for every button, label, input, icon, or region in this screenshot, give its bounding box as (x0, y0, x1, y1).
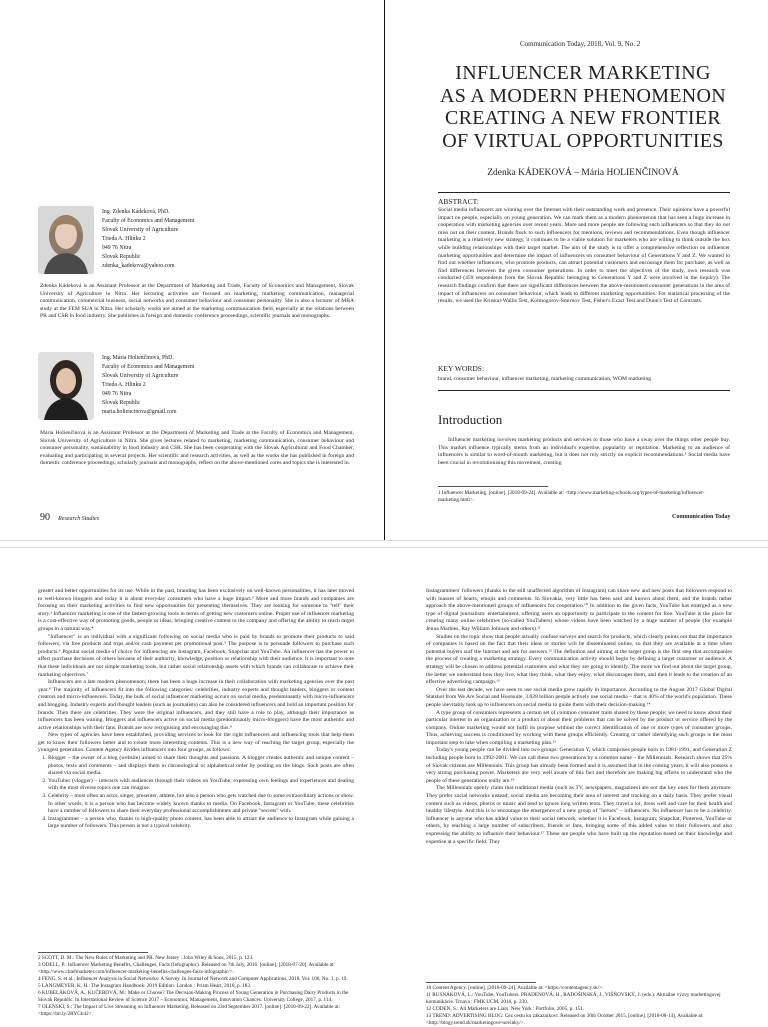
bottom-left-body (38, 588, 354, 831)
paragraph: Today's young people can be divided into two groups: Generation Y, which comprises people born in 1981-1991, and Generation Z including people born in 1992-2001. We can call these two generations by a common name – the Millennials. Research shows that 25% of Slovak citizens are Millennials. This group has already been formed and it is assumed that in the coming years, it will also possess a very strong purchasing power. Marketers are very well aware of this fact and therefore are making big efforts to understand who the people of these generations really are.¹⁶ (426, 747, 732, 784)
address-line: 949 76 Nitra (102, 245, 132, 251)
paragraph: Over the last decade, we have seen to use social media grow rapidly in importance. According to the August 2017 Global Digital Statshot from We Are Social and Hootsuite, 3.028 billion people actively use social media – that is 40% of the world's population. These people inevitably look up to influencers on social media to guide them with their decision-making.¹⁴ (426, 686, 732, 708)
paragraph: Influencer marketing involves marketing products and services to those who have a sway over the things other people buy. This market influence typically stems from an individual's expertise, popularity or reputation. Marketing to an audience of influencers is similar to word-of-mouth marketing, but it does not rely strictly on explicit recommendations.¹ Social media have been crucial in revolutionising this movement, creating (438, 437, 730, 466)
paragraph: Studies on the topic show that people actually confuse surveys and search for products, which clearly points out that the importance of companies is based on the fact that their ideas or stories will be disseminated online, so that they are available at a time when potential buyers surf the Internet and ask for answers.¹² The definition and aiming at the target group is the first step that accompanies the process of creating a marketing strategy. Every communication activity should begin by defining a target customer or audience. A strategy will be chosen to address potential customers and what they are going to identify. The more we find out about the target group, the better we understand how they live, what they think, what they enjoy, what discourages them, and then it leads to the creation of an effective advertising campaign.¹³ (426, 633, 732, 686)
bottom-right-footnotes (426, 985, 732, 1027)
right-page-footer: Communication Today (672, 514, 731, 520)
page-spine (384, 0, 385, 540)
address-line: Slovak Republic (102, 400, 141, 406)
footnote: 1 Influencer Marketing. [online]. [2018-09-24]. Available at: <http://www.marketing-schools.org/types-of-marketing/influencer-marketing.html>. (438, 490, 705, 503)
list-item: 2. YouTuber (vlogger) – interacts with audiences through their videos on YouTube; expressing own feelings and experiences and dealing with the most diverse topics one can imagine. (48, 778, 354, 793)
author1-photo (38, 206, 94, 274)
introduction-text (438, 437, 730, 467)
author2-email: maria.holiencinova@gmail.com (102, 409, 177, 415)
footnote-rule (426, 982, 536, 983)
footnote: 13 TREND: ADVERTISING BLOG: Cez cestu ku zákazníkovi. Released on 30th October 2015. [online]. [2018-08-14]. Available at: <http://blogy.trend.sk/marketingove-novinky/>. (426, 1013, 704, 1026)
footnote: 7 OLENSKI, S.: The Impact of Live Streaming on Influencer Marketing. Released on 23rd September 2017. [online]. [2018-09-22]. Available at: <https://bit.ly/2RYGh42>. (38, 1004, 340, 1017)
portrait-image-icon (38, 206, 94, 274)
paragraph: greater and better opportunities for its use. While in the past, branding has been exclusively on well-known personalities, it has later moved to well-known bloggers and today it is about everyday consumers who have a huge impact.² More and more brands and companies are focusing on their marketing activities to find new opportunities for presenting themselves. They are looking for someone to "tell" their story.³ Influencer marketing is one of the fastest-growing tools in terms of getting new customers online. Proper use of influencer marketing is a cost-effective way of promoting goods, people or ideas, bringing creative content to the company and offering the ability to reach target groups in a natural way.⁴ (38, 588, 354, 632)
footnote: 10 Content Agency. [online]. [2018-09-24]. Available at: <https://contentagency.sk/>. (426, 985, 604, 991)
abstract-rule (438, 192, 730, 193)
article-authors: Zdenka KÁDEKOVÁ – Mária HOLIENČINOVÁ (487, 168, 679, 178)
footnote: 4 FENG, S. et al.: Influencer Analysis in Social Networks: A Survey. In Journal of Network and Computer Applications, 2018, Vol. 106, No. 1, p. 19. (38, 976, 348, 982)
title-line: OF VIRTUAL OPPORTUNITIES (442, 129, 724, 152)
title-line: AS A MODERN PHENOMENON (439, 84, 727, 107)
paragraph: "Influencer" is an individual with a significant following on social media who is paid by brands to promote their products to said followers, via free products and trips and/or cash payment per promotional post.⁵ The purpose is to persuade followers to purchase such products.⁶ Popular social media of choice for influencing are Instagram, Facebook, Snapchat and YouTube. An influencer has the power to affect purchase decisions of others because of their authority, knowledge, position or relationship with their audience. It is important to note that these individuals are not simple marketing tools, but rather social relationship assets with which brands can collaborate to achieve their marketing objectives.⁷ (38, 633, 354, 678)
keywords-rule (438, 390, 730, 391)
paragraph: A type group of consumers represents a certain set of common consumer traits shared by these people; we need to know about their particular interest in an organization or a product or about their problems that can be solved by the product or service offered by the company. Online marketing would not fulfil its purpose without the correct identification of one or more types of consumer groups. Thus, achieving success is conditioned by working with these groups efficiently. Creating or rather identifying such groups is the most important step to take when compiling a marketing plan.¹⁵ (426, 709, 732, 746)
abstract-heading: ABSTRACT: (438, 197, 479, 206)
address-line: Faculty of Economics and Management (102, 218, 195, 224)
journal-reference: Communication Today, 2018, Vol. 9, No. 2 (520, 40, 641, 48)
footnote: 5 LANGMEYER, K. H.: The Instagram Handbook: 2019 Edition. London : Prism Heart, 2018, p. 183. (38, 983, 252, 989)
bottom-right-body (426, 588, 732, 846)
bottom-left-footnotes (38, 955, 354, 1018)
footnote: 2 SCOTT, D. M.: The New Rules of Marketing and PR. New Jersey : John Wiley & Sons, 2015, p. 123. (38, 955, 254, 961)
title-line: INFLUENCER MARKETING (455, 62, 711, 84)
introduction-heading: Introduction (438, 412, 503, 427)
address-line: Faculty of Economics and Management (102, 364, 195, 370)
author2-address (102, 354, 194, 417)
address-line: Trieda A. Hlinku 2 (102, 382, 146, 388)
footnote: 12 CODEN, S.: All Marketers are Liars. New York : Portfolio, 2005, p. 151. (426, 1006, 585, 1012)
list-item: 4. Instagrammer – a person who, thanks to high-quality photo content, has been able to attract the audience to Instagram while gaining a large number of followers. This person is not a typical celebrity. (48, 816, 354, 831)
footnote: 6 KUBELÁKOVÁ, A., KUČEROVÁ, M.: Make or Choose? The Decision-Making Process of Young Generation in Purchasing Dairy Products in the Slovak Republic. In International Review of Science 2017 – Economics, Management, Innovation Chances. University College, 2017, p. 114. (38, 990, 349, 1003)
paragraph: Influencers are a late modern phenomenon; there has been a huge increase in their collaboration with marketing agencies over the past year.⁸ The majority of influencers fit into the following categories: celebrities, industry experts and thought leaders, bloggers or content creators and micro-influencers. Today, the bulk of social influencer marketing occurs on social media, predominantly with micro-influencers and blogging. Industry experts and thought leaders (such as journalists) can also be considered influencers and hold an important position for brands. Then there are celebrities. They were the original influencers, and they still have a role to play, although their importance as influencers has been waning. Bloggers and influencers active on social media (predominantly micro-bloggers) have the most authentic and active relationships with their fans. Brands are now recognising and encouraging this.⁹ (38, 679, 354, 731)
footnote-rule (438, 486, 548, 487)
article-title (432, 62, 734, 152)
footer-section-label: Research Studies (58, 516, 100, 522)
address-line: Ing. Zdenka Kádeková, PhD. (102, 209, 170, 215)
author1-address (102, 208, 194, 271)
portrait-image-icon (38, 352, 94, 420)
title-line: CREATING A NEW FRONTIER (445, 107, 721, 129)
address-line: Trieda A. Hlinku 2 (102, 236, 146, 242)
left-page-footer (40, 512, 99, 523)
author1-email: zdenka_kadekova@yahoo.com (102, 263, 175, 269)
keywords-heading: KEY WORDS: (438, 364, 485, 373)
author2-bio: Mária Holienčinová is an Assistant Professor at the Department of Marketing and Trade at the Faculty of Economics and Management, Slovak University of Agriculture in Nitra. She gives lectures related to marketing, marketing communication, consumer behaviour and consumer personality, sustainability in food industry and CSR. She has been cooperating with the Slovak Agricultural and Food Chamber, evaluating and participating in several projects. Her scientific and research activities, as well as the works she has published in foreign and domestic conference proceedings, scholarly journals and monographs, reflect on the above-mentioned cores and topics she is interested in. (40, 430, 354, 467)
address-line: Slovak University of Agriculture (102, 373, 179, 379)
paragraph: Instagrammers' followers (thanks to the still unaffected algorithm of Instagram) can share new and new posts that followers respond to with masses of hearts, emojis and comments. In Slovakia, very little has been said and known about them, and the brands rather approach the above-mentioned groups of influencers for cooperation.¹⁰ In addition to the given facts, YouTube has emerged as a new type of digital journalism: entertainment, offering users an opportunity to participate in the content for free. YouTube is the place for creating many online celebrities (so-called YouTubers) whose videos have been watched by a huge number of people (for example Jenna Marbles, Ray William Johnson and others).¹¹ (426, 588, 732, 632)
address-line: Slovak University of Agriculture (102, 227, 179, 233)
footnote: 3 ODELL, P.: Influencer Marketing Benefits, Challenges, Facts (Infographic). Released on 7th July, 2016. [online]. [2018-07-20]. Available at: <http://www.chiefmarketer.com/influencer-marketing-benefits-challenges-facts-infographic/>. (38, 962, 335, 975)
paragraph: The Millennials openly claim that traditional media (such as TV, newspapers, magazines) are not the key ones for them anymore. They prefer social networks instead; social media are becoming their area of interest and tracking on a daily basis. They prefer visual content such as videos, photos or music and tend to ignore long written texts. They travel a lot, dress well and care for their health and healthy lifestyle. And this is to encourage the emergence of a new group of "heroes" – influencers. No influencer has to be a celebrity. Influencer is anyone who has added value to their social network, whether it is Facebook, Instagram, Snapchat, Pinterest, YouTube or others, by reaching a large number of subscribers, friends or fans, bringing some of this added value to their followers and also expressing the ability to influence their behaviour.¹⁷ These are people who have built up the reputation based on their knowledge and expertise at a specific field. They (426, 785, 732, 845)
list-item: 3. Celebrity – most often an actor, singer, presenter, athlete, but also a person who gets watched due to some extraordinary actions or show. In other words, it is a person who has become widely known thanks to media. On Facebook, Instagram or YouTube, these celebrities have a number of followers to share their everyday professional accomplishments and private "secrets" with. (48, 793, 354, 816)
keywords-text: brand, consumer behaviour, influencer marketing, marketing communication, WOM marketing (438, 376, 652, 382)
author1-bio: Zdenka Kádeková is an Assistant Professor at the Department of Marketing and Trade, Faculty of Economics and Management, Slovak University of Agriculture in Nitra. Her lecturing activities are focused on marketing, marketing communication, managerial communication, commercial business, social networks and consumer behaviour and consumer personality. She is also a lecturer of MBA study at the FEM SUA in Nitra. Her scholarly works are aimed at the marketing communication field, especially at the relations between PR and CSR in food industry. She publishes in foreign and domestic conference proceedings, scientific journals and monographs. (40, 283, 354, 320)
address-line: Slovak Republic (102, 254, 141, 260)
paragraph: New types of agencies have been established, providing services to look for the right influencers and influencing tools that help them get to know their followers better and to create more interesting contents. This is a new way of reaching the target group, especially the youngest generation. Content Agency divides influencers into four groups, as follows: (38, 732, 354, 754)
footnote-rule (38, 952, 148, 953)
page-separator (0, 540, 768, 548)
influencer-type-list (38, 755, 354, 831)
page-number: 90 (40, 512, 50, 523)
author2-photo (38, 352, 94, 420)
abstract-text: Social media influencers are winning over the Internet with their outstanding work and presence. Their opinions have a powerful impact on people, especially on young generation. We can mark them as a modern phenomenon that has seen a huge increase in cooperation with marketing agencies over recent years. More and more people are following such influencers so that they do not miss out on their content. Brands flock to such influencers for mentions, reviews and recommendations. Even though influencer marketing is a relatively new strategy, it continues to be a viable solution for marketers who are willing to think outside the box while building relationships with their target market. The aim of the study is to offer a comprehensive reflection on influencer marketing opportunities and determine the impact of influencers on consumer behaviour of Generations Y and Z. We wanted to find out whether influencers, who promote products, can attract potential customers and encourage them for purchase, as well as find differences between the given consumer generations. In order to meet the objectives of the study, own research was conducted (459 respondents from the Slovak Republic belonging to Generations Y and Z were involved in the inquiry). The research findings confirm that there are significant differences between the above-mentioned consumer generations in the area of impact of influencers on consumer behaviour, which leads to different marketing opportunities. For statistical processing of the results, we used the Kruskal-Wallis Test, Kolmogorov-Smirnov Test, Fisher's Exact Test and Dunn's Test of Contrasts. (438, 207, 730, 305)
list-item: 1. Blogger – the owner of a blog (website) aimed to share their thoughts and passions. A blogger creates authentic and unique content – photos, texts and comments – and displays them in chronological or alphabetical order by posting on the blogs. Such posts are often shared via social media. (48, 755, 354, 778)
address-line: 949 76 Nitra (102, 391, 132, 397)
footnote: 11 RUSNÁKOVÁ, L.: YouTube, YouTubers. PRADENOVÁ, H., RADOŠINSKÁ, J., VIŠŇOVSKÝ, J. (eds.): Aktuálne výzvy marketingovej komunikácie. Trnava : FMK UCM, 2016, p. 230. (426, 992, 721, 1005)
address-line: Ing. Mária Holienčinová, PhD. (102, 355, 174, 361)
